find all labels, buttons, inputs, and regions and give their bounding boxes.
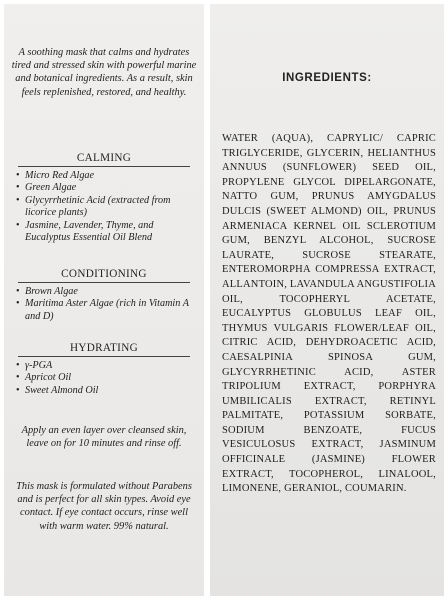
list-item: • Apricot Oil xyxy=(16,372,196,384)
hydrating-list xyxy=(16,360,196,397)
list-item: • Micro Red Algae xyxy=(16,170,196,182)
list-item: • Sweet Almond Oil xyxy=(16,385,196,397)
ingredients-title: INGREDIENTS: xyxy=(282,72,372,84)
ingredients-list: WATER (AQUA), CAPRYLIC/ CAPRIC TRIGLYCERIDE, GLYCERIN, HELIANTHUS ANNUUS (SUNFLOWER) SEED OIL, PROPYLENE GLYCOL DIPELARGONATE, NATTO GUM, PRUNUS AMYGDALUS DULCIS (SWEET ALMOND) OIL, PRUNUS ARMENIACA KERNEL OIL SCLEROTIUM GUM, BENZYL ALCOHOL, SUCROSE LAURATE, SUCROSE STEARATE, ENTEROMORPHA COMPRESSA EXTRACT, ALLANTOIN, LAVANDULA ANGUSTIFOLIA OIL, TOCOPHERYL ACETATE, EUCALYPTUS GLOBULUS LEAF OIL, THYMUS VULGARIS FLOWER/LEAF OIL, CITRIC ACID, DEHYDROACETIC ACID, CAESALPINIA SPINOSA GUM, GLYCYRRHETINIC ACID, ASTER TRIPOLIUM EXTRACT, PORPHYRA UMBILICALIS EXTRACT, RETINYL PALMITATE, POTASSIUM SORBATE, SODIUM BENZOATE, FUCUS VESICULOSUS EXTRACT, JASMINUM OFFICINALE (JASMINE) FLOWER EXTRACT, TOCOPHEROL, LINALOOL, LIMONENE, GERANIOL, COUMARIN. xyxy=(222,133,436,495)
list-item: • Green Algae xyxy=(16,182,196,194)
notice-paragraph: This mask is formulated without Parabens and is perfect for all skin types. Avoid eye contact. If eye contact occurs, rinse well with warm water. 99% natural. xyxy=(16,481,192,532)
ingredients-panel xyxy=(210,4,444,596)
list-item: • Glycyrrhetinic Acid (extracted from licorice plants) xyxy=(16,195,196,220)
list-item: • Jasmine, Lavender, Thyme, and Eucalyptus Essential Oil Blend xyxy=(16,220,196,245)
calming-list xyxy=(16,170,196,244)
list-item: • γ-PGA xyxy=(16,360,196,372)
directions-paragraph: Apply an even layer over cleansed skin, leave on for 10 minutes and rinse off. xyxy=(21,425,187,450)
list-item: • Maritima Aster Algae (rich in Vitamin A and D) xyxy=(16,298,196,323)
intro-paragraph: A soothing mask that calms and hydrates tired and stressed skin with powerful marine and botanical ingredients. As a result, skin feels replenished, restored, and healthy. xyxy=(11,47,197,98)
section-heading-conditioning: CONDITIONING xyxy=(18,268,190,283)
product-description-panel xyxy=(4,4,204,596)
section-heading-calming: CALMING xyxy=(18,152,190,167)
list-item: • Brown Algae xyxy=(16,286,196,298)
section-heading-hydrating: HYDRATING xyxy=(18,342,190,357)
conditioning-list xyxy=(16,286,196,323)
